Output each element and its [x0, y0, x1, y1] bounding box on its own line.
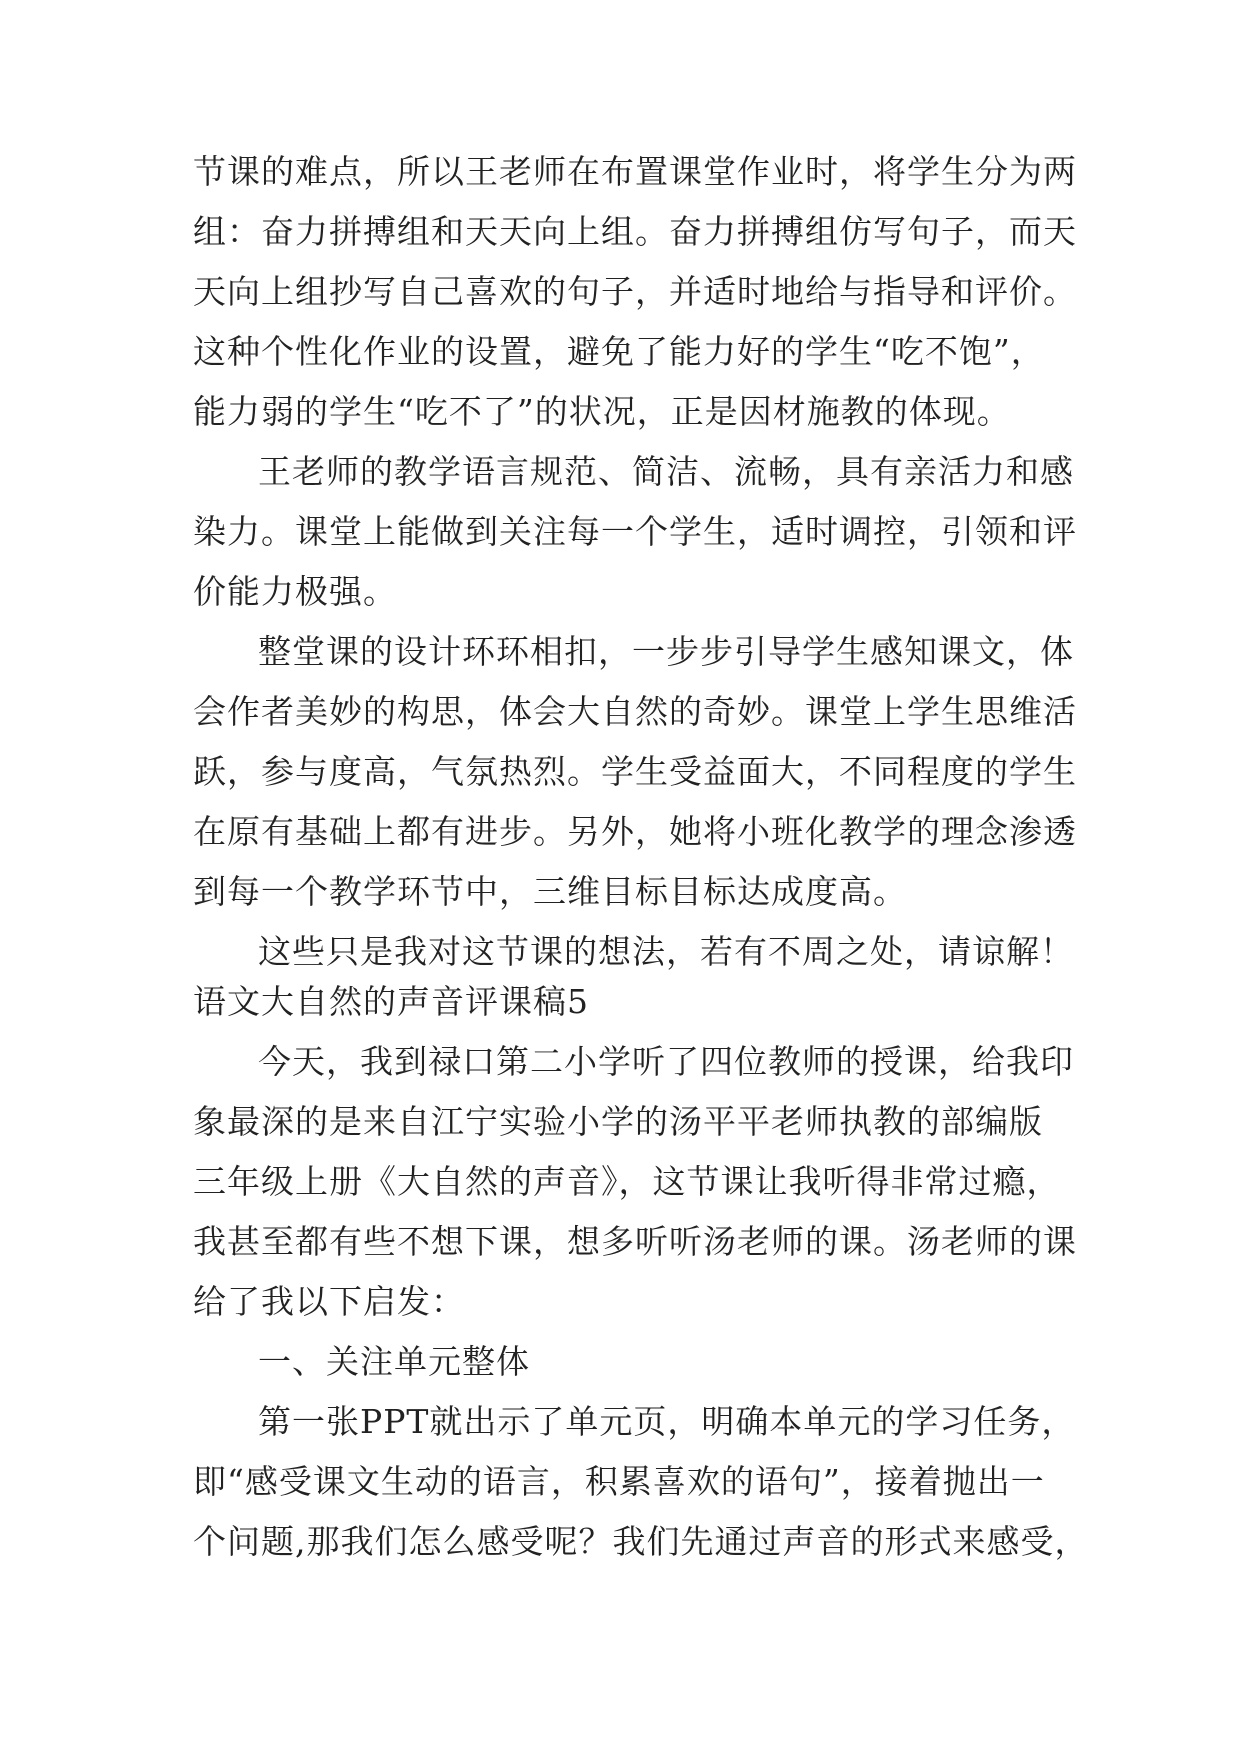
text-line: 组：奋力拼搏组和天天向上组。奋力拼搏组仿写句子，而天 [193, 212, 1077, 251]
text-line: 我甚至都有些不想下课，想多听听汤老师的课。汤老师的课 [193, 1222, 1077, 1261]
text-line: 跃，参与度高，气氛热烈。学生受益面大，不同程度的学生 [193, 752, 1077, 791]
section-title: 语文大自然的声音评课稿5 [193, 982, 589, 1021]
text-line: 三年级上册《大自然的声音》，这节课让我听得非常过瘾， [193, 1162, 1061, 1201]
paragraph-first-line: 王老师的教学语言规范、简洁、流畅，具有亲活力和感 [258, 452, 1074, 491]
text-line: 个问题,那我们怎么感受呢？我们先通过声音的形式来感受， [193, 1522, 1089, 1561]
text-line: 会作者美妙的构思，体会大自然的奇妙。课堂上学生思维活 [193, 692, 1077, 731]
text-line: 象最深的是来自江宁实验小学的汤平平老师执教的部编版 [193, 1102, 1043, 1141]
paragraph-first-line: 这些只是我对这节课的想法，若有不周之处，请谅解！ [258, 932, 1074, 971]
text-line: 在原有基础上都有进步。另外，她将小班化教学的理念渗透 [193, 812, 1077, 851]
text-line: 给了我以下启发： [193, 1282, 465, 1321]
text-line: 天向上组抄写自己喜欢的句子，并适时地给与指导和评价。 [193, 272, 1077, 311]
text-line: 能力弱的学生“吃不了”的状况，正是因材施教的体现。 [193, 392, 1011, 431]
text-line: 节课的难点，所以王老师在布置课堂作业时，将学生分为两 [193, 152, 1077, 191]
subsection-heading: 一、关注单元整体 [258, 1342, 530, 1381]
paragraph-first-line: 今天，我到禄口第二小学听了四位教师的授课，给我印 [258, 1042, 1074, 1081]
paragraph-first-line: 整堂课的设计环环相扣，一步步引导学生感知课文，体 [258, 632, 1074, 671]
text-line: 到每一个教学环节中，三维目标目标达成度高。 [193, 872, 907, 911]
text-line: 价能力极强。 [193, 572, 397, 611]
paragraph-first-line: 第一张PPT就出示了单元页，明确本单元的学习任务， [258, 1402, 1076, 1441]
text-line: 即“感受课文生动的语言，积累喜欢的语句”，接着抛出一 [193, 1462, 1045, 1501]
text-line: 这种个性化作业的设置，避免了能力好的学生“吃不饱”， [193, 332, 1045, 371]
text-line: 染力。课堂上能做到关注每一个学生，适时调控，引领和评 [193, 512, 1077, 551]
